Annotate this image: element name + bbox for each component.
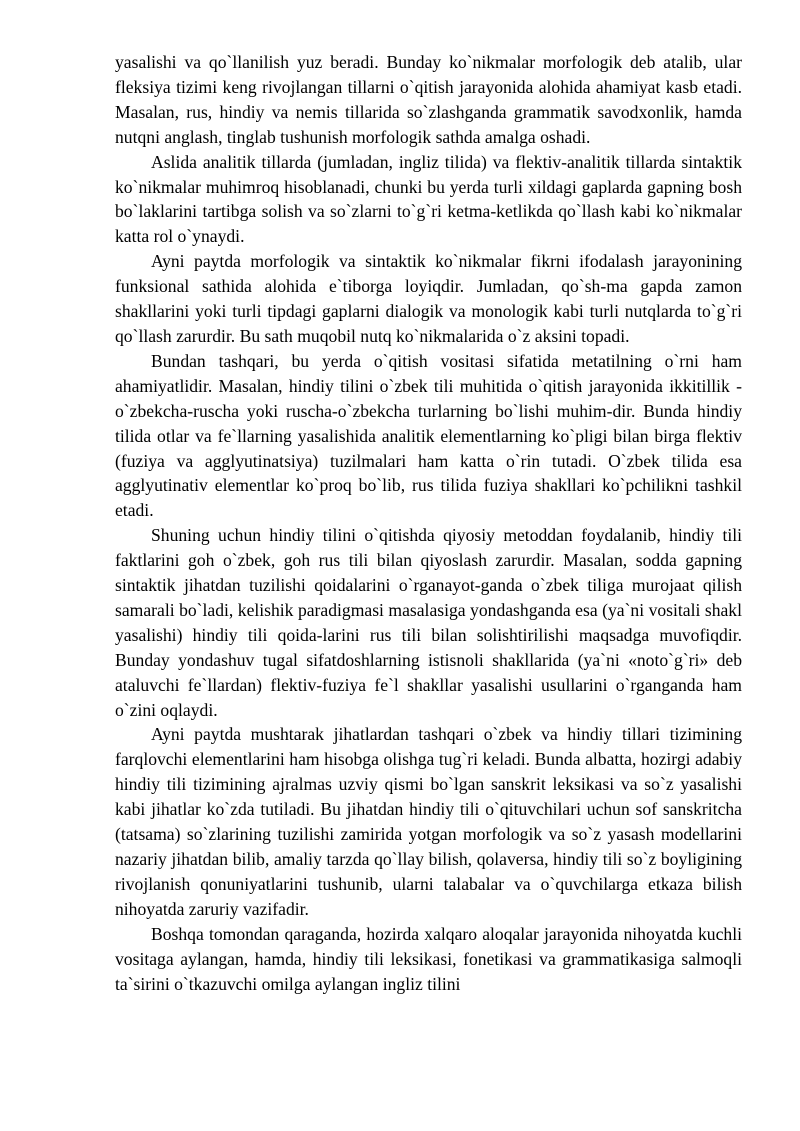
paragraph-distinguishing-elements: Ayni paytda mushtarak jihatlardan tashqari o`zbek va hindiy tillari tizimining farqlovchi elementlarini ham hisobga olishga tug`ri keladi. Bunda albatta, hozirgi adabiy hindiy tili tizimining ajralmas uzviy qismi bo`lgan sanskrit leksikasi va so`z yasalishi kabi jihatlar ko`zda tutiladi. Bu jihatdan hindiy tili o`qituvchilari uchun sof sanskritcha (tatsama) so`zlarining tuzilishi zamirida yotgan morfologik va so`z yasash modellarini nazariy jihatdan bilib, amaliy tarzda qo`llay bilish, qolaversa, hindiy tili so`z boyligining rivojlanish qonuniyatlarini tushunib, ularni talabalar va o`quvchilarga etkaza bilish nihoyatda zaruriy vazifadir. <box>115 724 742 919</box>
paragraph-metalanguage: Bundan tashqari, bu yerda o`qitish vositasi sifatida metatilning o`rni ham ahamiyatlidir. Masalan, hindiy tilini o`zbek tili muhitida o`qitish jarayonida ikkitillik - o`zbekcha-ruscha yoki ruscha-o`zbekcha turlarning bo`lishi muhim-dir. Bunda hindiy tilida otlar va fe`llarning yasalishida analitik elementlarning ko`pligi bilan birga flektiv (fuziya va agglyutinatsiya) tuzilmalari ham katta o`rin tutadi. O`zbek tilida esa agglyutinativ elementlar ko`proq bo`lib, rus tilida fuziya shakllari ko`pchilikni tashkil etadi. <box>115 350 742 521</box>
paragraph-international-relations: Boshqa tomondan qaraganda, hozirda xalqaro aloqalar jarayonida nihoyatda kuchli vositaga aylangan, hamda, hindiy tili leksikasi, fonetikasi va grammatikasiga salmoqli ta`sirini o`tkazuvchi omilga aylangan ingliz tilini <box>115 923 742 994</box>
paragraph-continued: yasalishi va qo`llanilish yuz beradi. Bunday ko`nikmalar morfologik deb atalib, ular fleksiya tizimi keng rivojlangan tillarni o`qitish jarayonida alohida ahamiyat kasb etadi. Masalan, rus, hindiy va nemis tillarida so`zlashganda grammatik savodxonlik, hamda nutqni anglash, tinglab tushunish morfologik sathda amalga oshadi. <box>115 52 742 147</box>
paragraph-functional-level: Ayni paytda morfologik va sintaktik ko`nikmalar fikrni ifodalash jarayonining funksional sathida alohida e`tiborga loyiqdir. Jumladan, qo`sh-ma gapda zamon shakllarini yoki turli tipdagi gaplarni dialogik va monologik kabi turli nutqlarda to`g`ri qo`llash zarurdir. Bu sath muqobil nutq ko`nikmalarida o`z aksini topadi. <box>115 251 742 346</box>
document-page <box>115 50 742 996</box>
paragraph-comparative-method: Shuning uchun hindiy tilini o`qitishda qiyosiy metoddan foydalanib, hindiy tili faktlarini goh o`zbek, goh rus tili bilan qiyoslash zarurdir. Masalan, sodda gapning sintaktik jihatdan tuzilishi qoidalarini o`rganayot-ganda o`zbek tiliga murojaat qilish samarali bo`ladi, kelishik paradigmasi masalasiga yondashganda esa (ya`ni vositali shakl yasalishi) hindiy tili qoida-larini rus tili bilan solishtirilishi maqsadga muvofiqdir. Bunday yondashuv tugal sifatdoshlarning istisnoli shakllarida (ya`ni «noto`g`ri» deb ataluvchi fe`llardan) flektiv-fuziya fe`l shakllar yasalishi usullarini o`rganganda ham o`zini oqlaydi. <box>115 525 742 720</box>
paragraph-analytic-languages: Aslida analitik tillarda (jumladan, ingliz tilida) va flektiv-analitik tillarda sintaktik ko`nikmalar muhimroq hisoblanadi, chunki bu yerda turli xildagi gaplarda gapning bosh bo`laklarini tartibga solish va so`zlarni to`g`ri ketma-ketlikda qo`llash kabi ko`nikmalar katta rol o`ynaydi. <box>115 151 742 247</box>
